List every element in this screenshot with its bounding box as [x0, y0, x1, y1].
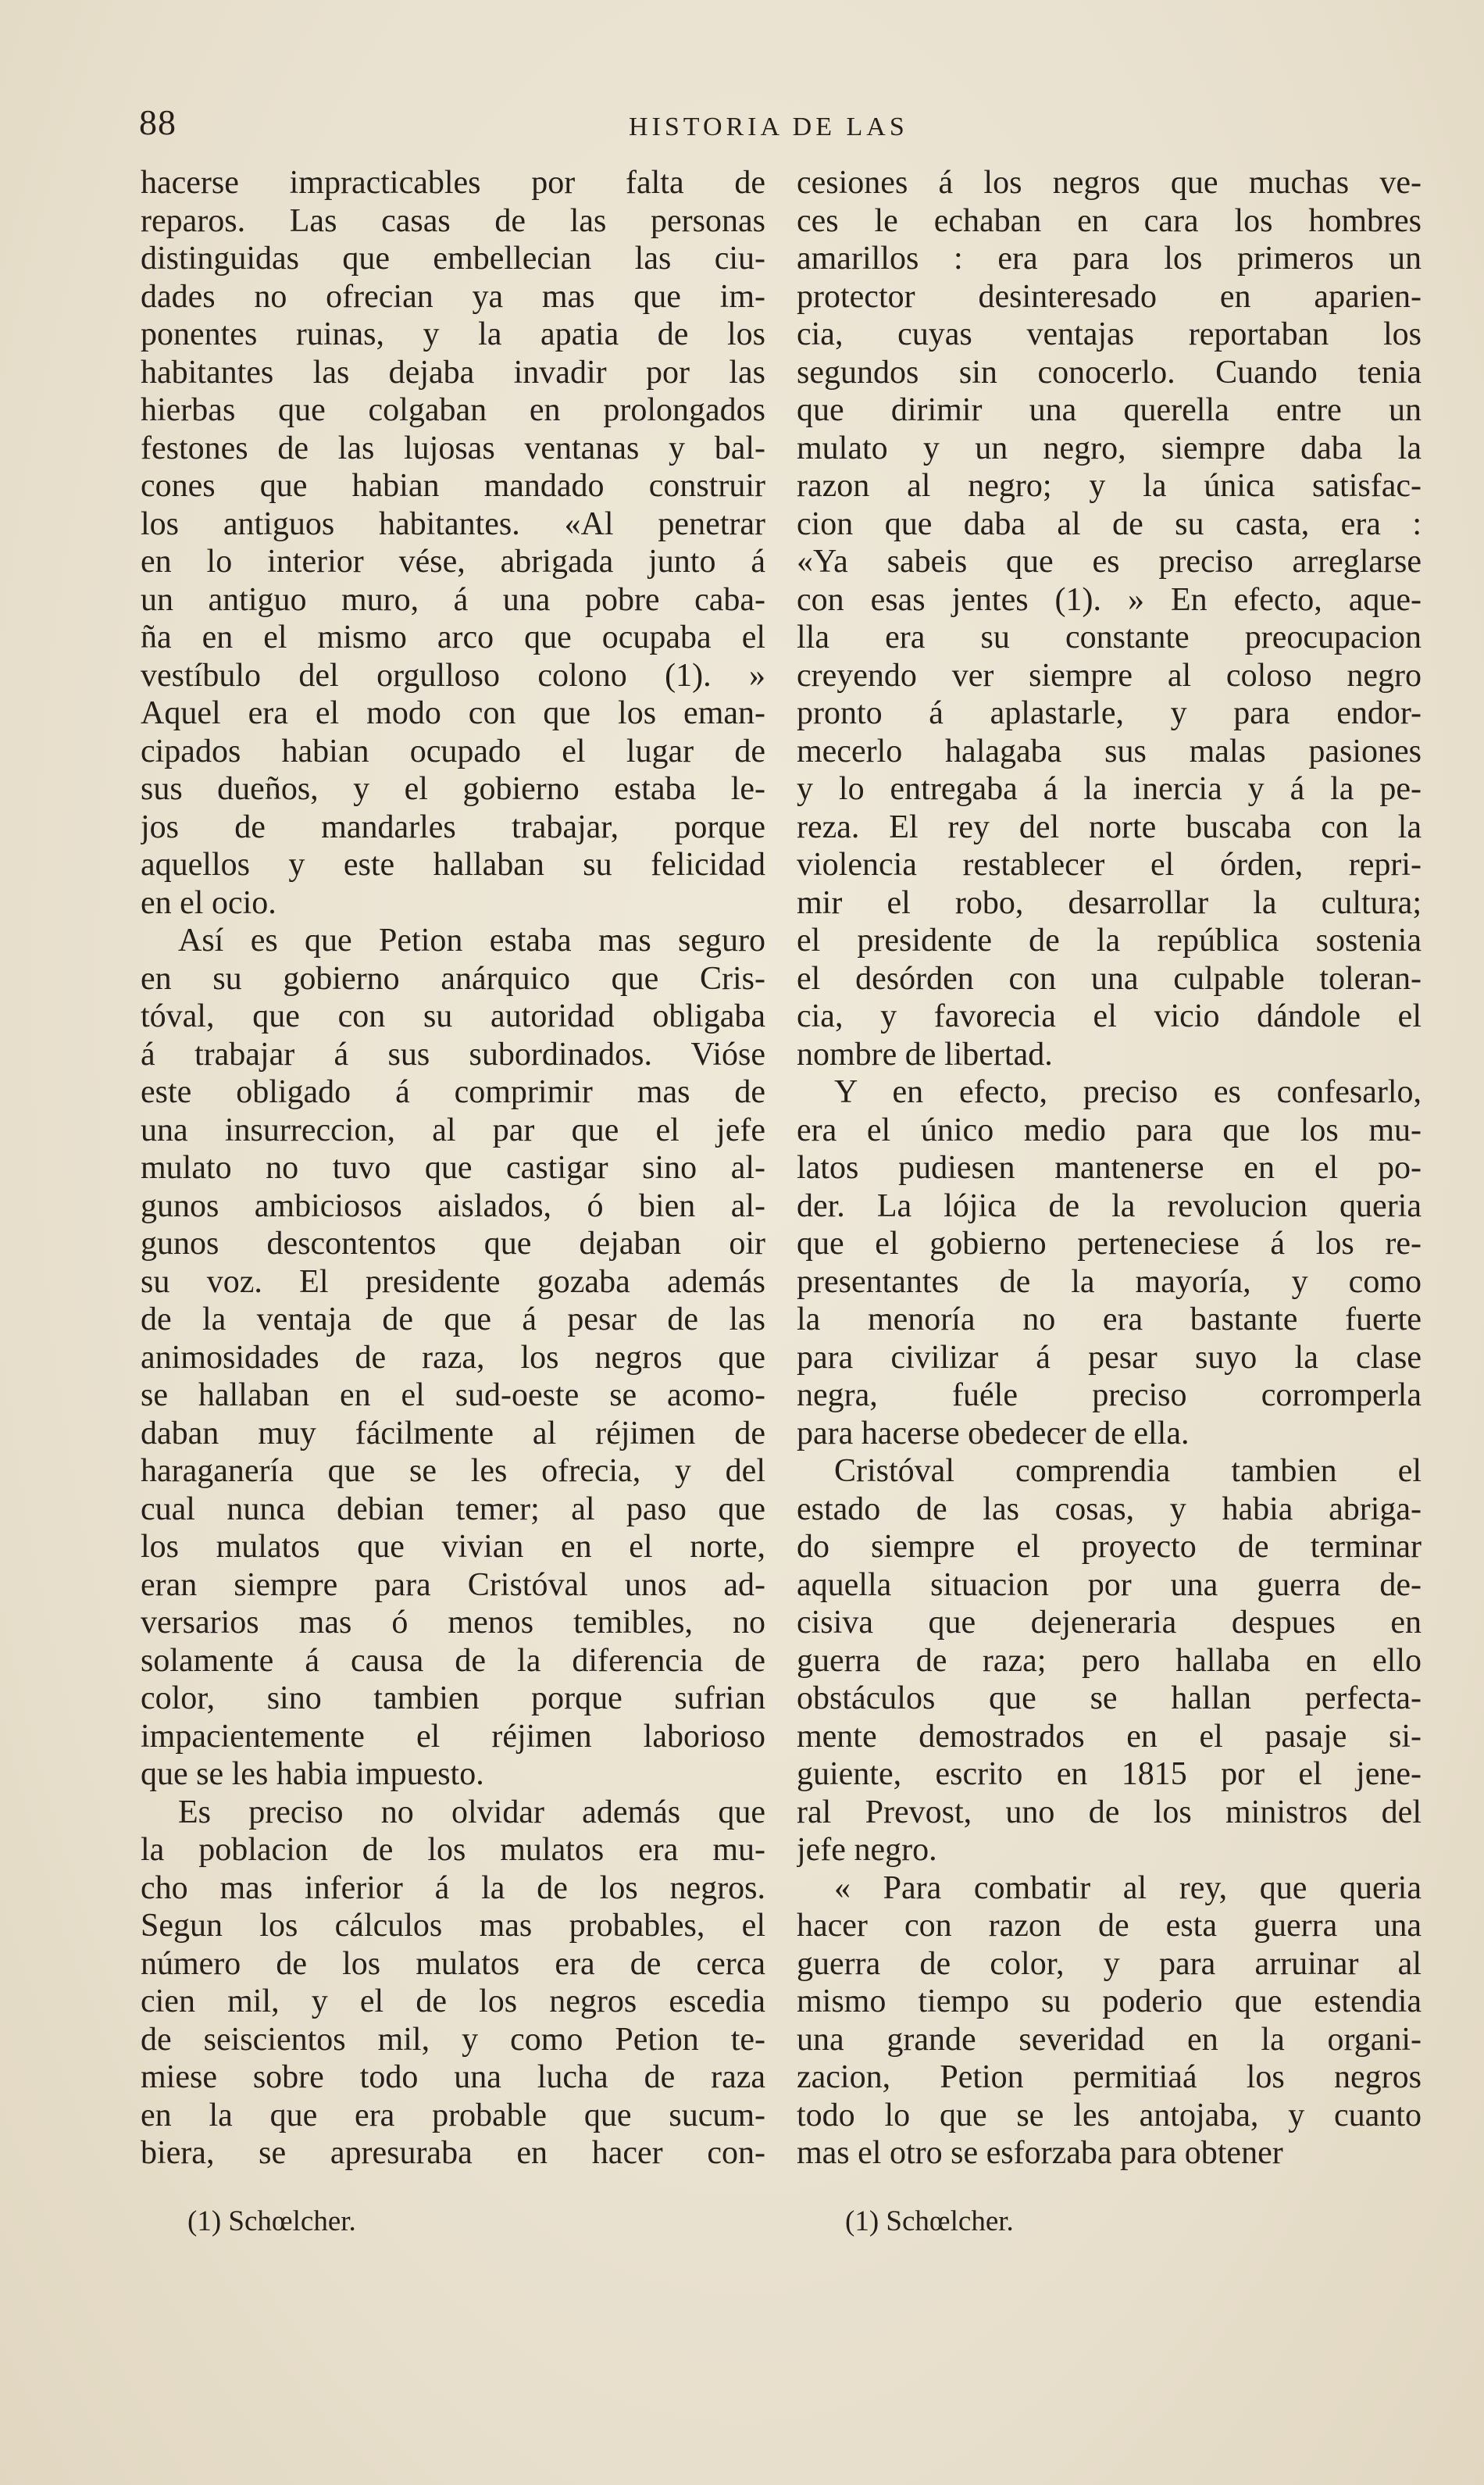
text-line: zacion, Petion permitiaá los negros [797, 2059, 1422, 2095]
text-line: reparos. Las casas de las personas [141, 202, 765, 239]
text-line: creyendo ver siempre al coloso negro [797, 657, 1422, 694]
text-line: jos de mandarles trabajar, porque [141, 809, 765, 845]
text-line: biera, se apresuraba en hacer con- [141, 2135, 765, 2171]
left-footnote: (1) Schœlcher. [187, 2205, 356, 2237]
text-line: cia, cuyas ventajas reportaban los [797, 316, 1422, 352]
page-number: 88 [139, 102, 177, 142]
text-line: miese sobre todo una lucha de raza [141, 2059, 765, 2095]
text-line: jefe negro. [797, 1832, 937, 1868]
text-line: impacientemente el réjimen laborioso [141, 1718, 765, 1755]
text-line: mismo tiempo su poderio que estendia [797, 1983, 1422, 2019]
text-line: guiente, escrito en 1815 por el jene- [797, 1756, 1422, 1792]
text-line: latos pudiesen mantenerse en el po- [797, 1150, 1422, 1186]
text-line: cones que habian mandado construir [141, 468, 765, 504]
text-line: dades no ofrecian ya mas que im- [141, 278, 765, 315]
text-line: cipados habian ocupado el lugar de [141, 733, 765, 769]
text-line: en el ocio. [141, 884, 276, 921]
left-text-column [141, 164, 765, 2173]
text-line: un antiguo muro, á una pobre caba- [141, 581, 765, 618]
text-line: era el único medio para que los mu- [797, 1112, 1422, 1148]
running-head: HISTORIA DE LAS [629, 112, 908, 141]
text-line: que dirimir una querella entre un [797, 392, 1422, 428]
text-line: cesiones á los negros que muchas ve- [797, 165, 1422, 201]
text-line: cisiva que dejeneraria despues en [797, 1605, 1422, 1641]
text-line: gunos ambiciosos aislados, ó bien al- [141, 1187, 765, 1224]
text-line: animosidades de raza, los negros que [141, 1339, 765, 1376]
text-line: eran siempre para Cristóval unos ad- [141, 1566, 765, 1603]
text-line: Segun los cálculos mas probables, el [141, 1908, 765, 1944]
text-line: presentantes de la mayoría, y como [797, 1263, 1422, 1300]
text-line: hacerse impracticables por falta de [141, 165, 765, 201]
text-line: hierbas que colgaban en prolongados [141, 392, 765, 428]
text-line: Aquel era el modo con que los eman- [141, 695, 765, 731]
text-line: razon al negro; y la única satisfac- [797, 468, 1422, 504]
text-line: para hacerse obedecer de ella. [797, 1415, 1190, 1451]
text-line: la menoría no era bastante fuerte [797, 1301, 1422, 1337]
text-line: mir el robo, desarrollar la cultura; [797, 884, 1422, 921]
text-line: gunos descontentos que dejaban oir [141, 1226, 765, 1262]
right-footnote: (1) Schœlcher. [845, 2205, 1014, 2237]
text-line: que se les habia impuesto. [141, 1756, 484, 1792]
text-line: el presidente de la república sostenia [797, 923, 1422, 959]
text-line: obstáculos que se hallan perfecta- [797, 1680, 1422, 1716]
text-line: mulato y un negro, siempre daba la [797, 430, 1422, 466]
text-line: Así es que Petion estaba mas seguro [178, 923, 765, 959]
text-line: habitantes las dejaba invadir por las [141, 354, 765, 391]
text-line: aquellos y este hallaban su felicidad [141, 847, 765, 883]
text-line: nombre de libertad. [797, 1036, 1053, 1073]
text-line: sus dueños, y el gobierno estaba le- [141, 771, 765, 807]
text-line: que el gobierno perteneciese á los re- [797, 1226, 1422, 1262]
text-line: su voz. El presidente gozaba además [141, 1263, 765, 1300]
text-line: Es preciso no olvidar además que [178, 1794, 765, 1830]
text-line: guerra de raza; pero hallaba en ello [797, 1642, 1422, 1679]
text-line: todo lo que se les antojaba, y cuanto [797, 2097, 1422, 2133]
text-line: cho mas inferior á la de los negros. [141, 1869, 765, 1906]
text-line: Y en efecto, preciso es confesarlo, [834, 1074, 1422, 1110]
text-line: guerra de color, y para arruinar al [797, 1945, 1422, 1982]
text-line: con esas jentes (1). » En efecto, aque- [797, 581, 1422, 618]
text-line: número de los mulatos era de cerca [141, 1945, 765, 1982]
text-line: cion que daba al de su casta, era : [797, 505, 1422, 542]
text-line: segundos sin conocerlo. Cuando tenia [797, 354, 1422, 391]
text-line: hacer con razon de esta guerra una [797, 1908, 1422, 1944]
text-line: ces le echaban en cara los hombres [797, 202, 1422, 239]
text-line: der. La lójica de la revolucion queria [797, 1187, 1422, 1224]
text-line: color, sino tambien porque sufrian [141, 1680, 765, 1716]
text-line: y lo entregaba á la inercia y á la pe- [797, 771, 1422, 807]
text-line: este obligado á comprimir mas de [141, 1074, 765, 1110]
text-line: daban muy fácilmente al réjimen de [141, 1415, 765, 1451]
text-line: estado de las cosas, y habia abriga- [797, 1491, 1422, 1527]
text-line: mulato no tuvo que castigar sino al- [141, 1150, 765, 1186]
text-line: se hallaban en el sud-oeste se acomo- [141, 1377, 765, 1413]
text-line: lla era su constante preocupacion [797, 619, 1422, 655]
text-line: distinguidas que embellecian las ciu- [141, 241, 765, 277]
text-line: amarillos : era para los primeros un [797, 241, 1422, 277]
text-line: la poblacion de los mulatos era mu- [141, 1832, 765, 1868]
text-line: ponentes ruinas, y la apatia de los [141, 316, 765, 352]
text-line: Cristóval comprendia tambien el [834, 1453, 1422, 1489]
text-line: versarios mas ó menos temibles, no [141, 1605, 765, 1641]
text-line: los antiguos habitantes. «Al penetrar [141, 505, 765, 542]
text-line: violencia restablecer el órden, repri- [797, 847, 1422, 883]
text-line: de la ventaja de que á pesar de las [141, 1301, 765, 1337]
text-line: ral Prevost, uno de los ministros del [797, 1794, 1422, 1830]
text-line: aquella situacion por una guerra de- [797, 1566, 1422, 1603]
text-line: reza. El rey del norte buscaba con la [797, 809, 1422, 845]
text-line: para civilizar á pesar suyo la clase [797, 1339, 1422, 1376]
text-line: do siempre el proyecto de terminar [797, 1529, 1422, 1565]
text-line: el desórden con una culpable toleran- [797, 960, 1422, 997]
text-line: «Ya sabeis que es preciso arreglarse [797, 544, 1422, 580]
text-line: los mulatos que vivian en el norte, [141, 1529, 765, 1565]
text-line: pronto á aplastarle, y para endor- [797, 695, 1422, 731]
text-line: cia, y favorecia el vicio dándole el [797, 998, 1422, 1034]
text-line: mas el otro se esforzaba para obtener [797, 2135, 1283, 2171]
text-line: protector desinteresado en aparien- [797, 278, 1422, 315]
text-line: solamente á causa de la diferencia de [141, 1642, 765, 1679]
text-line: « Para combatir al rey, que queria [834, 1869, 1422, 1906]
text-line: vestíbulo del orgulloso colono (1). » [141, 657, 765, 694]
text-line: cual nunca debian temer; al paso que [141, 1491, 765, 1527]
text-line: en la que era probable que sucum- [141, 2097, 765, 2133]
text-line: de seiscientos mil, y como Petion te- [141, 2021, 765, 2058]
text-line: á trabajar á sus subordinados. Vióse [141, 1036, 765, 1073]
text-line: una grande severidad en la organi- [797, 2021, 1422, 2058]
text-line: mente demostrados en el pasaje si- [797, 1718, 1422, 1755]
text-line: festones de las lujosas ventanas y bal- [141, 430, 765, 466]
text-line: en su gobierno anárquico que Cris- [141, 960, 765, 997]
text-line: negra, fuéle preciso corromperla [797, 1377, 1422, 1413]
right-text-column [797, 164, 1422, 2173]
text-line: en lo interior vése, abrigada junto á [141, 544, 765, 580]
text-line: haraganería que se les ofrecia, y del [141, 1453, 765, 1489]
text-line: una insurreccion, al par que el jefe [141, 1112, 765, 1148]
text-line: cien mil, y el de los negros escedia [141, 1983, 765, 2019]
text-line: ña en el mismo arco que ocupaba el [141, 619, 765, 655]
text-line: mecerlo halagaba sus malas pasiones [797, 733, 1422, 769]
text-line: tóval, que con su autoridad obligaba [141, 998, 765, 1034]
